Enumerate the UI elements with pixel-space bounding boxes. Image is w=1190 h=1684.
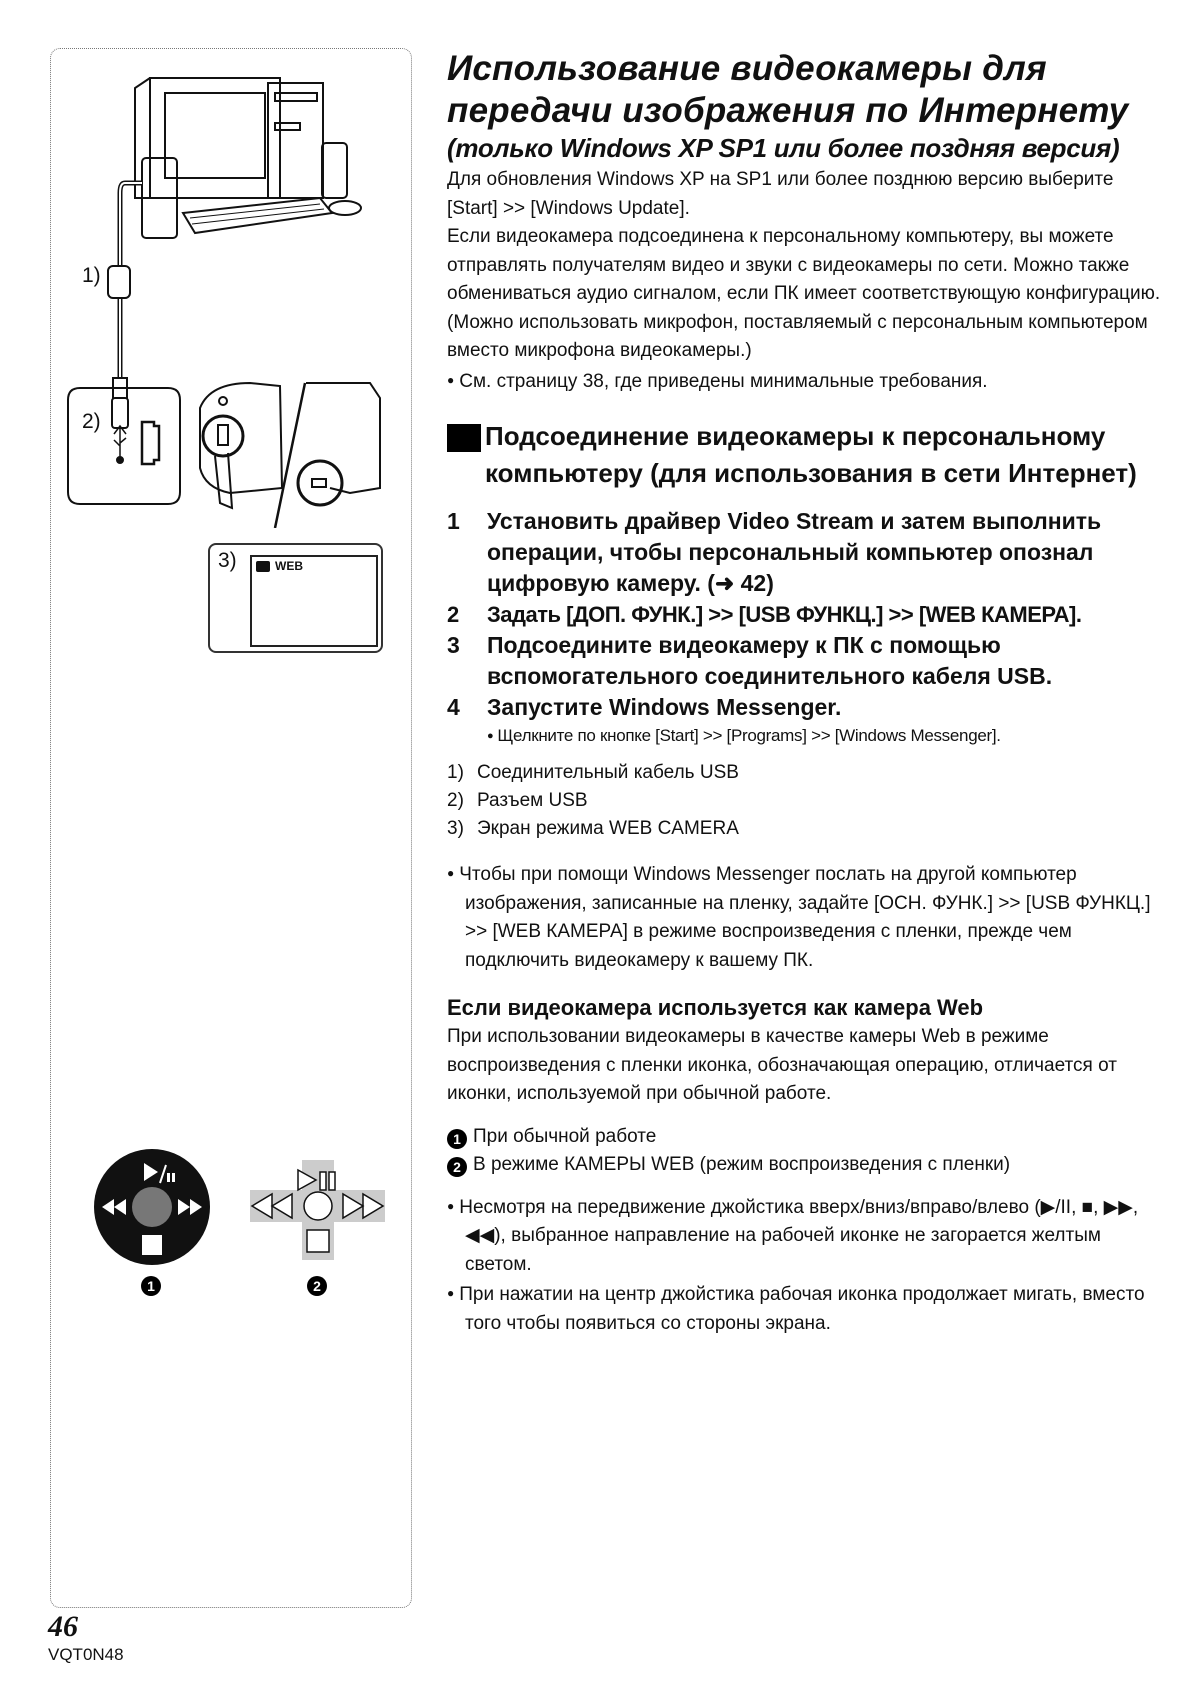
label-screen: 3) — [218, 549, 237, 572]
messenger-note: ● Чтобы при помощи Windows Messenger послать на другой компьютер изображения, записанные на пленку, задайте [ОСН. ФУНК.] >> [USB ФУНКЦ.] >> [WEB КАМЕРА] в режиме воспроизведения с пленки, прежде чем подключить видеокамеру к вашему ПК. — [447, 859, 1167, 975]
joystick-web-mode-icon — [250, 1160, 385, 1260]
steps-list — [447, 506, 1167, 749]
step-2: 2 Задать [ДОП. ФУНК.] >> [USB ФУНКЦ.] >> [WEB КАМЕРА]. — [447, 602, 1082, 627]
page-subtitle: (только Windows XP SP1 или более поздняя версия) — [447, 133, 1120, 163]
lcd-screen — [250, 555, 378, 647]
intro-description: Если видеокамера подсоединена к персональному компьютеру, вы можете отправлять получателям видео и звуки с видеокамеры по сети. Можно также обмениваться аудио сигналом, если ПК имеет соответствующую конфигурацию. (Можно использовать микрофон, поставляемый с персональным компьютером вместо микрофона видеокамеры.) — [447, 226, 1161, 361]
badge-1: 1 — [141, 1276, 161, 1296]
web-mode-text: WEB — [275, 559, 303, 573]
legend-item: 2) Разъем USB — [447, 790, 588, 811]
movie-camera-icon — [256, 561, 270, 572]
mode-item: 2 В режиме КАМЕРЫ WEB (режим воспроизведения с пленки) — [447, 1151, 1167, 1180]
step-3: 3 Подсоедините видеокамеру к ПК с помощью вспомогательного соединительного кабеля USB. — [447, 632, 1053, 689]
page-title: Использование видеокамеры для передачи изображения по Интернету — [447, 49, 1129, 130]
label-cable: 1) — [82, 264, 101, 287]
section-marker — [447, 424, 481, 452]
web-camera-paragraph: При использовании видеокамеры в качестве камеры Web в режиме воспроизведения с пленки иконка, обозначающая операцию, отличается от иконки, используемой при обычной работе. — [447, 1026, 1117, 1104]
joystick-normal-icon — [92, 1147, 212, 1267]
badge-2: 2 — [307, 1276, 327, 1296]
label-usb-jack: 2) — [82, 410, 101, 433]
intro-update: Для обновления Windows XP на SP1 или более позднюю версию выберите [Start] >> [Windows Update]. — [447, 169, 1114, 219]
step-1: 1 Установить драйвер Video Stream и затем выполнить операции, чтобы персональный компьютер опознал цифровую камеру. (➜ 42) — [447, 508, 1102, 596]
mode-item: 1 При обычной работе — [447, 1123, 1167, 1152]
legend-item: 3) Экран режима WEB CAMERA — [447, 818, 739, 839]
mode-list — [447, 1123, 1167, 1180]
figure-legend — [447, 759, 1167, 843]
step-4: 4 Запустите Windows Messenger. — [447, 694, 842, 720]
content-column — [447, 48, 1167, 1338]
joystick-note: ● Несмотря на передвижение джойстика вверх/вниз/вправо/влево (▶/II, ■, ▶▶, ◀◀), выбранное направление на рабочей иконке не загорается желтым светом. — [447, 1192, 1167, 1280]
step-4-note: ● Щелкните по кнопке [Start] >> [Programs] >> [Windows Messenger]. — [447, 723, 1167, 749]
requirements-note: ● См. страницу 38, где приведены минимальные требования. — [447, 366, 1167, 397]
computer-illustration — [50, 48, 412, 528]
section-heading: Подсоединение видеокамеры к персональному компьютеру (для использования в сети Интернет) — [447, 418, 1167, 492]
page-number: 46 — [48, 1610, 78, 1643]
document-code: VQT0N48 — [48, 1645, 124, 1664]
center-press-note: ● При нажатии на центр джойстика рабочая иконка продолжает мигать, вместо того чтобы появиться со стороны экрана. — [447, 1279, 1167, 1338]
legend-item: 1) Соединительный кабель USB — [447, 762, 739, 783]
web-camera-screen-illustration — [208, 543, 383, 653]
web-camera-heading: Если видеокамера используется как камера Web — [447, 995, 984, 1020]
